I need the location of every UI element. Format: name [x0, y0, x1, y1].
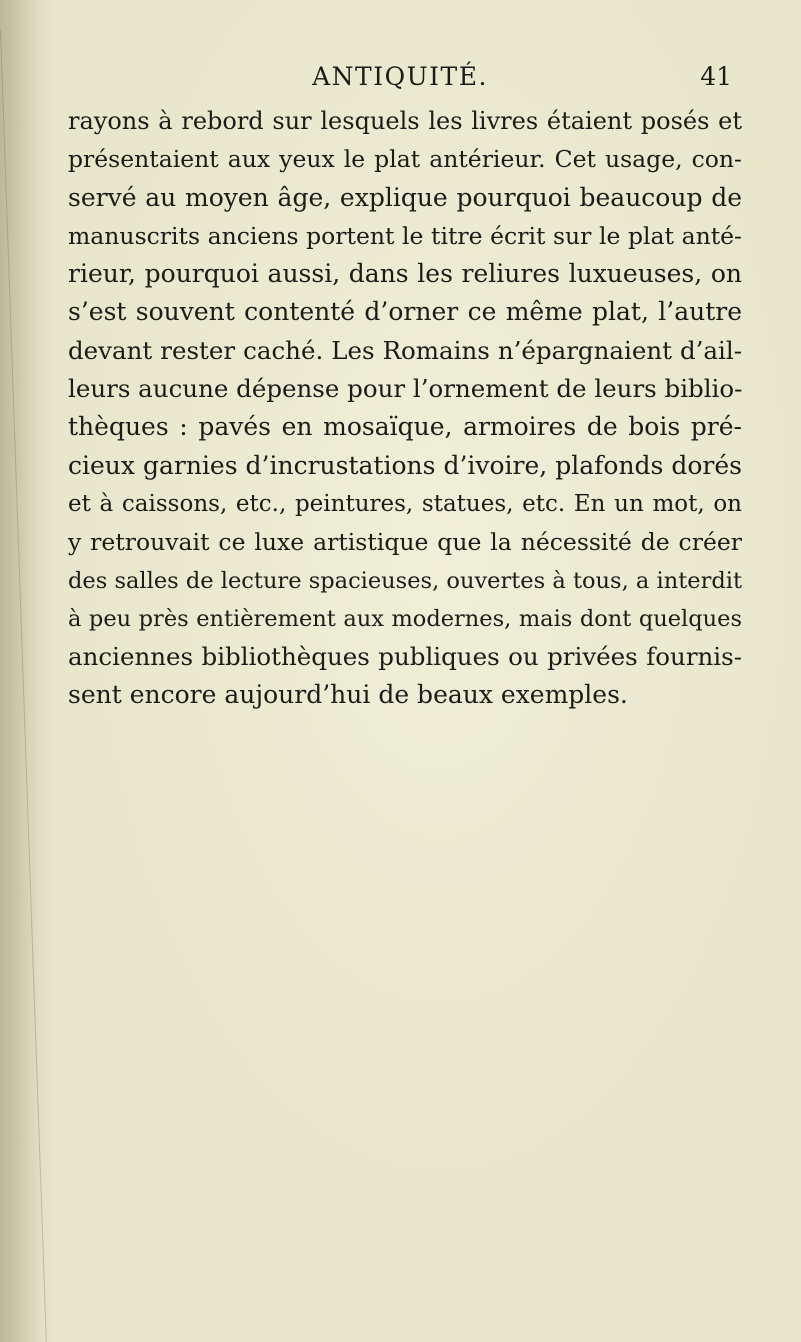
text-line: rieur, pourquoi aussi, dans les reliures luxueuses, on	[68, 259, 742, 289]
running-title: ANTIQUITÉ.	[312, 62, 488, 91]
body-text	[68, 102, 742, 715]
page-number: 41	[700, 62, 732, 91]
text-line: anciennes bibliothèques publiques ou privées fournis-	[68, 642, 742, 672]
text-line: y retrouvait ce luxe artistique que la nécessité de créer	[68, 528, 742, 557]
text-line: devant rester caché. Les Romains n’épargnaient d’ail-	[68, 335, 742, 365]
page-header	[68, 62, 732, 96]
text-line: et à caissons, etc., peintures, statues, etc. En un mot, on	[68, 490, 742, 517]
text-line: s’est souvent contenté d’orner ce même plat, l’autre	[68, 297, 742, 327]
text-line: servé au moyen âge, explique pourquoi beaucoup de	[68, 182, 742, 212]
text-line: sent encore aujourd’hui de beaux exemples.	[68, 680, 628, 710]
text-line: présentaient aux yeux le plat antérieur. Cet usage, con-	[68, 145, 742, 174]
text-line: thèques : pavés en mosaïque, armoires de bois pré-	[68, 412, 742, 442]
text-line: leurs aucune dépense pour l’ornement de leurs biblio-	[68, 374, 743, 404]
text-line: à peu près entièrement aux modernes, mais dont quelques	[68, 605, 742, 632]
text-line: des salles de lecture spacieuses, ouvertes à tous, a interdit	[68, 567, 742, 594]
text-line: cieux garnies d’incrustations d’ivoire, plafonds dorés	[68, 450, 742, 480]
text-line: rayons à rebord sur lesquels les livres étaient posés et	[68, 107, 742, 135]
text-line: manuscrits anciens portent le titre écrit sur le plat anté-	[68, 221, 742, 250]
